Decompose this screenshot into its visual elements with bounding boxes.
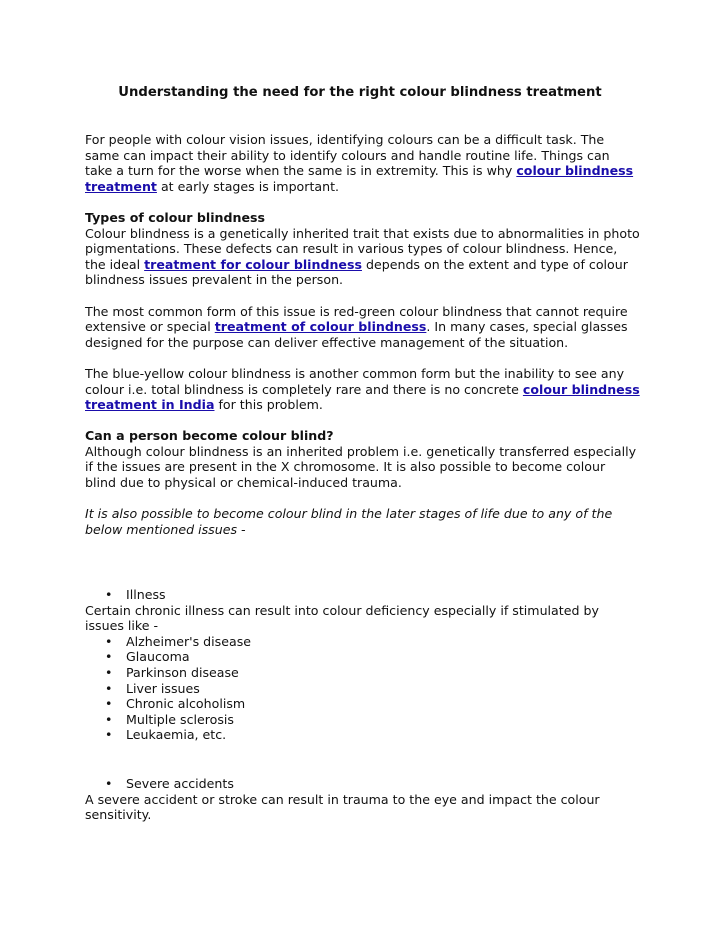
illness-conditions-list <box>85 634 640 743</box>
illness-text: Certain chronic illness can result into colour deficiency especially if stimulated by issues like - <box>85 602 599 634</box>
blueyellow-text: The blue-yellow colour blindness is another common form but the inability to see any colour i.e. total blindness is completely rare and there is no concrete <box>85 365 625 397</box>
intro-paragraph <box>85 132 640 194</box>
illness-section <box>85 587 640 743</box>
types-section <box>85 210 640 288</box>
accidents-text: A severe accident or stroke can result in trauma to the eye and impact the colour sensitivity. <box>85 791 600 823</box>
later-stages-paragraph <box>85 506 640 537</box>
blueyellow-paragraph <box>85 366 640 413</box>
intro-text-end: at early stages is important. <box>156 178 340 194</box>
types-text-end: depends on the extent and type of colour blindness issues prevalent in the person. <box>85 256 628 288</box>
redgreen-paragraph <box>85 304 640 351</box>
list-item: • Alzheimer's disease <box>85 634 640 650</box>
intro-text: For people with colour vision issues, identifying colours can be a difficult task. The same can impact their ability to identify colours and handle routine life. Things can take a turn for the worse when the same is in extremity. This is why <box>85 132 610 179</box>
body-section-1 <box>85 132 640 537</box>
types-heading: Types of colour blindness <box>85 209 266 225</box>
later-stages-text: It is also possible to become colour blind in the later stages of life due to any of the below mentioned issues - <box>85 506 613 537</box>
become-text: Although colour blindness is an inherited problem i.e. genetically transferred especially if the issues are present in the X chromosome. It is also possible to become colour blind due to physical or chemical-induced trauma. <box>85 443 637 491</box>
list-item: • Leukaemia, etc. <box>85 727 640 743</box>
list-item: • Parkinson disease <box>85 665 640 681</box>
treatment-of-colour-blindness-link[interactable]: treatment of colour blindness <box>214 319 427 335</box>
redgreen-text: The most common form of this issue is red-green colour blindness that cannot require extensive or special <box>85 303 628 335</box>
blueyellow-text-end: for this problem. <box>214 397 323 413</box>
list-item: • Illness <box>85 587 640 603</box>
list-item: • Multiple sclerosis <box>85 712 640 728</box>
accidents-bullet-list <box>85 776 640 792</box>
list-item: • Glaucoma <box>85 649 640 665</box>
list-item: • Severe accidents <box>85 776 640 792</box>
become-heading: Can a person become colour blind? <box>85 428 334 444</box>
treatment-for-colour-blindness-link[interactable]: treatment for colour blindness <box>144 256 362 272</box>
page-title: Understanding the need for the right colour blindness treatment <box>118 85 602 100</box>
colour-blindness-treatment-link[interactable]: colour blindness treatment <box>85 163 634 194</box>
list-item: • Chronic alcoholism <box>85 696 640 712</box>
types-text: Colour blindness is a genetically inherited trait that exists due to abnormalities in photo pigmentations. These defects can result in various types of colour blindness. Hence, the ideal <box>85 225 640 272</box>
illness-bullet-list <box>85 587 640 603</box>
list-item: • Liver issues <box>85 681 640 697</box>
become-section <box>85 428 640 490</box>
accidents-section <box>85 776 640 823</box>
colour-blindness-treatment-india-link[interactable]: colour blindness treatment in India <box>85 381 640 413</box>
redgreen-text-end: . In many cases, special glasses designed for the purpose can deliver effective management of the situation. <box>85 319 628 350</box>
